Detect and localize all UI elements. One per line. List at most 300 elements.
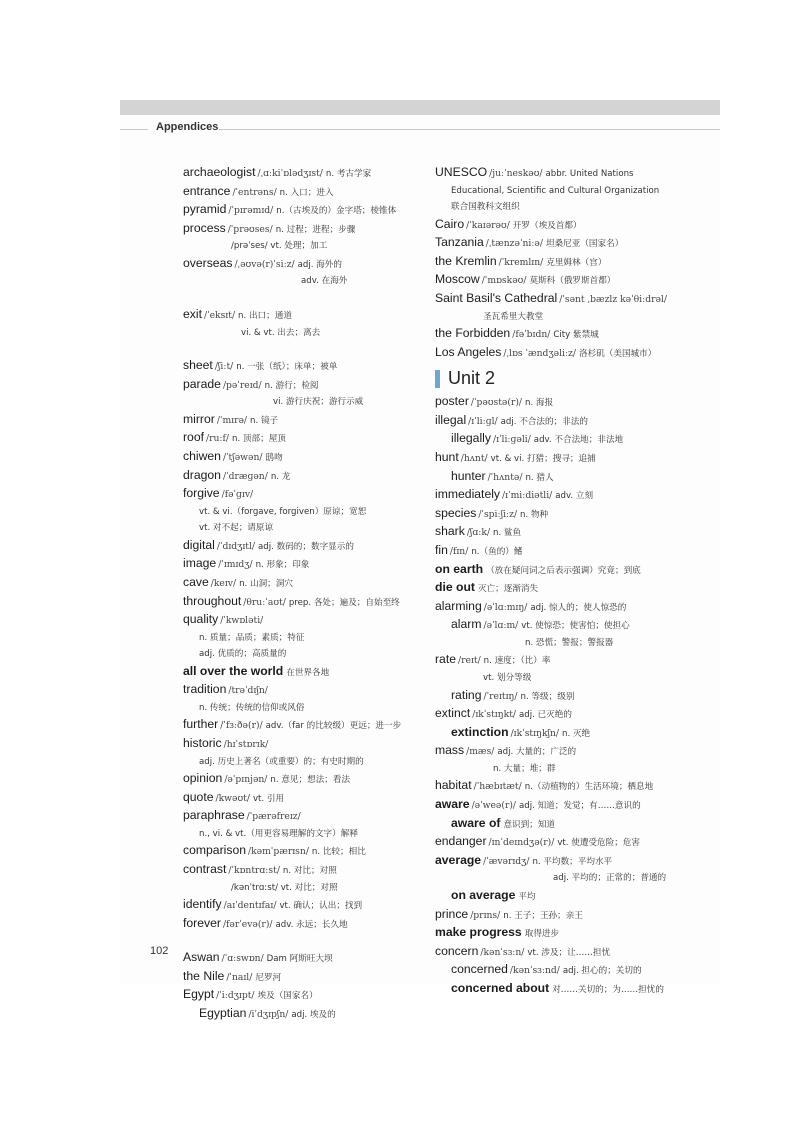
entry-definition: n. 游行；检阅 [264, 380, 319, 391]
entry-definition: adj. 大量的；广泛的 [497, 747, 577, 758]
glossary-entry [183, 448, 433, 467]
entry-word: chiwen [183, 448, 221, 463]
glossary-entry [435, 253, 705, 272]
entry-definition: n. 意见；想法；看法 [270, 775, 351, 786]
entry-definition: n. 龙 [270, 471, 291, 482]
entry-phonetic: /ˈsənt ˌbæzlz kəˈθiːdrəl/ [559, 293, 667, 305]
entry-definition: abbr. United Nations [545, 169, 634, 179]
entry-word: contrast [183, 861, 227, 876]
entry-phonetic: /ˈhæbɪtæt/ [473, 781, 522, 793]
entry-phonetic: /ˈkwɒləti/ [220, 615, 264, 627]
glossary-entry [183, 467, 433, 486]
glossary-entry [183, 986, 433, 1005]
entry-phonetic: /ɪˈliːɡəli/ [492, 434, 531, 446]
glossary-entry [435, 906, 705, 925]
entry-word: Moscow [435, 272, 480, 287]
glossary-entry [435, 234, 705, 253]
entry-phonetic: /əˈlɑːm/ [483, 620, 519, 632]
entry-phonetic: /ˌɑːkiˈɒlədʒɪst/ [257, 168, 323, 179]
entry-word: on earth [435, 561, 484, 576]
entry-word: illegally [451, 431, 491, 446]
entry-continuation: adj. 平均的；正常的；普通的 [553, 873, 667, 884]
glossary-entry [183, 429, 433, 448]
entry-continuation: n. 大量；堆；群 [493, 763, 556, 774]
glossary-entry [435, 887, 705, 906]
entry-definition: adj. 不合法的；非法的 [500, 416, 588, 427]
glossary-entry [435, 598, 705, 617]
entry-word: species [435, 505, 477, 520]
entry-definition: n. 镜子 [250, 415, 279, 426]
entry-word: mirror [183, 411, 215, 426]
entry-definition: n. 考古学家 [325, 169, 372, 179]
entry-phonetic: /ˈentrəns/ [232, 186, 277, 198]
glossary-entry [183, 770, 433, 789]
entry-word: identify [183, 897, 222, 912]
entry-word: roof [183, 430, 205, 445]
glossary-entry [435, 430, 705, 449]
glossary-entry [183, 357, 433, 376]
entry-continuation: n. 质量；品质；素质；特征 [199, 632, 305, 643]
glossary-entry [435, 164, 705, 183]
entry-phonetic: /ˌlɒs ˈændʒəliːz/ [503, 347, 576, 359]
entry-phonetic: /ɪnˈdeɪndʒə(r)/ [488, 837, 555, 849]
glossary-entry [435, 542, 705, 561]
entry-word: cave [183, 574, 209, 589]
entry-definition: adv. 立刻 [555, 491, 594, 502]
glossary-entry [435, 216, 705, 235]
entry-definition: 平均 [518, 891, 536, 902]
glossary-entry [183, 716, 433, 735]
entry-word: illegal [435, 412, 467, 427]
glossary-entry [435, 651, 705, 670]
glossary-entry [435, 505, 705, 524]
entry-word: alarming [435, 598, 482, 613]
entry-word: prince [435, 906, 469, 921]
entry-definition: n. 物种 [520, 509, 549, 520]
entry-word: mass [435, 743, 465, 758]
glossary-entry [183, 681, 433, 700]
entry-word: extinct [435, 706, 471, 721]
glossary-entry [435, 412, 705, 431]
entry-phonetic: /ˈdræɡən/ [222, 470, 268, 482]
page-top-band [120, 100, 720, 115]
entry-word: process [183, 220, 226, 235]
entry-spacer [183, 933, 433, 949]
glossary-entry [183, 1005, 433, 1024]
glossary-entry [435, 523, 705, 542]
entry-continuation: 圣瓦希里大教堂 [483, 311, 544, 322]
entry-definition: （放在疑问词之后表示强调）究竟；到底 [486, 565, 641, 576]
entry-word: the Kremlin [435, 253, 497, 268]
entry-continuation: 联合国教科文组织 [451, 202, 520, 213]
glossary-entry [183, 306, 433, 325]
entry-phonetic: /əˈlɑːmɪŋ/ [483, 601, 528, 613]
entry-word: extinction [451, 724, 509, 739]
entry-phonetic: /pəˈreɪd/ [222, 379, 262, 391]
glossary-entry [435, 486, 705, 505]
glossary-entry [183, 915, 433, 934]
section-header: Appendices [156, 121, 219, 133]
entry-phonetic: /ɪkˈstɪŋkt/ [472, 709, 516, 721]
entry-phonetic: /hʌnt/ [460, 453, 488, 465]
entry-phonetic: /kənˈsɜːnd/ [509, 965, 560, 977]
entry-phonetic: /ˈpəʊstə(r)/ [470, 397, 523, 409]
entry-definition: n.（古埃及的）金字塔；棱锥体 [276, 206, 397, 217]
entry-definition: n. 出口；通道 [238, 310, 292, 321]
glossary-entry [183, 183, 433, 202]
glossary-entry [183, 896, 433, 915]
entry-phonetic: /ɪkˈstɪŋkʃn/ [510, 727, 560, 739]
entry-definition: adj. 埃及的 [291, 1010, 336, 1020]
entry-phonetic: /ˈspiːʃiːz/ [478, 508, 518, 520]
entry-phonetic: /ˈnaɪl/ [226, 971, 253, 983]
entry-word: sheet [183, 358, 213, 373]
entry-definition: n. 形象；印象 [255, 560, 310, 571]
glossary-entry [183, 537, 433, 556]
entry-phonetic: /ˈeksɪt/ [203, 309, 236, 321]
entry-phonetic: /ˈmɒskəʊ/ [481, 275, 527, 287]
entry-definition: n. 过程；进程；步骤 [275, 224, 356, 235]
header-rule-right [219, 129, 720, 130]
entry-phonetic: /ˈævərɪdʒ/ [483, 855, 530, 867]
entry-word: dragon [183, 467, 221, 482]
entry-definition: n. 入口；进入 [279, 187, 334, 198]
glossary-entry [435, 561, 705, 580]
entry-definition: 坦桑尼亚（国家名） [545, 239, 624, 250]
glossary-entry [435, 468, 705, 487]
entry-phonetic: /ˈpɪrəmɪd/ [228, 205, 274, 217]
entry-continuation: Educational, Scientific and Cultural Organization [451, 185, 660, 196]
entry-word: opinion [183, 771, 223, 786]
entry-definition: n. 猎人 [525, 472, 554, 483]
entry-continuation: vi. 游行庆祝；游行示威 [273, 397, 364, 408]
entry-phonetic: /ˈhʌntə/ [487, 471, 523, 483]
entry-phonetic: /kəmˈpærɪsn/ [248, 846, 309, 858]
entry-word: make progress [435, 925, 522, 940]
entry-word: quality [183, 612, 219, 627]
entry-phonetic: /prɪns/ [470, 909, 501, 921]
entry-word: pyramid [183, 202, 227, 217]
entry-word: forgive [183, 486, 220, 501]
entry-word: shark [435, 524, 465, 539]
entry-definition: n. 平均数；平均水平 [532, 856, 613, 867]
entry-continuation: vt. 划分等级 [483, 673, 532, 684]
entry-phonetic: /aɪˈdentɪfaɪ/ [223, 900, 277, 912]
glossary-entry [183, 485, 433, 504]
page-number: 102 [150, 945, 169, 957]
entry-word: UNESCO [435, 165, 488, 179]
entry-continuation: vi. & vt. 出去；离去 [241, 327, 321, 338]
entry-definition: vt. & vi. 打猎；搜寻；追捕 [490, 454, 596, 465]
entry-definition: vt. 使遭受危险；危害 [557, 838, 640, 849]
entry-continuation: adj. 历史上著名（或重要）的；有史时期的 [199, 756, 364, 767]
entry-definition: adj. 担心的；关切的 [562, 966, 642, 977]
glossary-entry [183, 220, 433, 239]
glossary-entry [435, 924, 705, 943]
entry-phonetic: /kənˈsɜːn/ [480, 946, 525, 958]
glossary-entry [435, 449, 705, 468]
entry-phonetic: /əˈpɪnjən/ [224, 774, 268, 786]
entry-phonetic: /ˌtænzəˈniːə/ [485, 238, 543, 250]
entry-definition: adj. 数码的；数字显示的 [258, 541, 354, 552]
entry-word: Egyptian [199, 1006, 247, 1020]
entry-phonetic: /ˈreɪtɪŋ/ [483, 690, 518, 702]
entry-phonetic: /kwəʊt/ [215, 792, 250, 804]
entry-phonetic: /ɪˈmiːdiətli/ [502, 490, 553, 502]
entry-definition: n. 顶部；屋顶 [232, 434, 286, 445]
entry-definition: vt. 涉及；让……担忧 [527, 947, 611, 958]
entry-definition: adj. 已灭绝的 [518, 710, 572, 721]
entry-word: comparison [183, 843, 246, 858]
entry-phonetic: /fəˈbɪdn/ [512, 329, 551, 341]
entry-phonetic: /fərˈevə(r)/ [222, 918, 273, 930]
entry-definition: adj. 惊人的；使人惊恐的 [530, 602, 627, 613]
glossary-entry [183, 735, 433, 754]
entry-word: fin [435, 543, 448, 557]
entry-word: archaeologist [183, 165, 256, 179]
glossary-entry [183, 789, 433, 808]
entry-phonetic: /reɪt/ [458, 655, 481, 667]
entry-word: historic [183, 735, 222, 750]
entry-phonetic: /ˈkaɪərəʊ/ [466, 219, 510, 231]
entry-phonetic: /ˈtʃəwən/ [222, 451, 263, 463]
entry-word: rate [435, 652, 457, 667]
entry-word: rating [451, 687, 482, 702]
glossary-entry [183, 842, 433, 861]
glossary-entry [435, 724, 705, 743]
entry-phonetic: /ˈmɪrə/ [216, 414, 248, 426]
unit-heading [435, 368, 705, 389]
entry-continuation: n., vi. & vt.（用更容易理解的文字）解释 [199, 828, 358, 839]
entry-word: paraphrase [183, 808, 245, 823]
entry-phonetic: /hɪˈstɒrɪk/ [223, 738, 269, 750]
entry-definition: vt. 使惊恐；使害怕；使担心 [521, 621, 630, 632]
header-rule-left [120, 129, 148, 130]
entry-phonetic: /mæs/ [466, 746, 495, 758]
entry-definition: n. 鲨鱼 [493, 528, 522, 539]
entry-phonetic: /ˌəʊvə(r)ˈsiːz/ [234, 258, 295, 270]
glossary-entry [435, 796, 705, 815]
entry-word: concerned [451, 962, 508, 977]
entry-definition: adv.（far 的比较级）更远；进一步 [265, 721, 402, 732]
entry-word: aware [435, 797, 470, 812]
entry-phonetic: /iˈdʒɪpʃn/ [248, 1009, 289, 1020]
entry-definition: adv. 永远；长久地 [275, 919, 348, 930]
entry-phonetic: /fəˈɡɪv/ [221, 489, 254, 501]
entry-definition: 开罗（埃及首都） [512, 220, 582, 231]
entry-word: the Nile [183, 968, 225, 983]
glossary-entry [435, 393, 705, 412]
entry-definition: vt. 确认；认出；找到 [279, 901, 363, 912]
entry-definition: 克里姆林（宫） [546, 257, 607, 268]
glossary-entry [435, 777, 705, 796]
glossary-entry [435, 290, 705, 309]
entry-word: throughout [183, 593, 242, 608]
entry-continuation: vt. 对不起；请原谅 [199, 523, 274, 534]
entry-definition: adj. 海外的 [297, 259, 342, 270]
entry-continuation: vt. & vi.（forgave, forgiven）原谅；宽恕 [199, 506, 367, 517]
entry-word: poster [435, 394, 469, 409]
entry-definition: 灭亡；逐渐消失 [477, 584, 539, 595]
unit-heading-marker [435, 370, 440, 388]
glossary-entry [183, 593, 433, 612]
entry-phonetic: /trəˈdɪʃn/ [228, 685, 268, 697]
entry-phonetic: /ˈiːdʒɪpt/ [216, 990, 255, 1002]
entry-continuation: /prəˈses/ vt. 处理；加工 [231, 241, 328, 252]
entry-definition: 意识到；知道 [503, 819, 556, 830]
entry-word: exit [183, 306, 202, 321]
entry-spacer [183, 341, 433, 357]
entry-definition: n. 对比；对照 [282, 865, 337, 876]
glossary-entry [435, 961, 705, 980]
entry-phonetic: /ɪˈliːɡl/ [468, 415, 498, 427]
entry-phonetic: /ˈprəʊses/ [227, 223, 273, 235]
entry-word: further [183, 717, 219, 732]
entry-definition: n.（鱼的）鳍 [471, 547, 523, 557]
glossary-entry [435, 325, 705, 344]
entry-word: Los Angeles [435, 344, 502, 359]
entry-word: average [435, 852, 482, 867]
entry-word: Egypt [183, 987, 215, 1002]
entry-word: die out [435, 580, 475, 595]
entry-definition: 对……关切的；为……担忧的 [552, 984, 664, 995]
entry-word: concerned about [451, 980, 550, 995]
entry-continuation: adj. 优质的；高质量的 [199, 649, 287, 660]
entry-continuation: n. 传统；传统的信仰或风俗 [199, 702, 305, 713]
entry-definition: 洛杉矶（美国城市） [578, 348, 657, 359]
glossary-entry [435, 271, 705, 290]
entry-definition: n. 比较；相比 [311, 847, 366, 858]
glossary-entry [435, 833, 705, 852]
entry-definition: 埃及（国家名） [257, 991, 318, 1002]
entry-word: quote [183, 789, 214, 804]
entry-phonetic: /ruːf/ [206, 433, 230, 445]
entry-definition: n. 王子；王孙；亲王 [503, 910, 583, 921]
glossary-entry [435, 705, 705, 724]
entry-word: Cairo [435, 216, 465, 231]
glossary-entry [435, 616, 705, 635]
glossary-entry [183, 574, 433, 593]
glossary-entry [183, 201, 433, 220]
entry-word: concern [435, 943, 479, 958]
entry-definition: vt. 引用 [252, 793, 285, 804]
entry-definition: n. 速度；（比）率 [483, 656, 551, 667]
entry-word: all over the world [183, 663, 284, 678]
entry-phonetic: /ˈpærəfreɪz/ [246, 811, 301, 823]
entry-definition: n. 等级；级别 [520, 691, 575, 702]
entry-word: endanger [435, 834, 487, 849]
glossary-list-unit2 [435, 393, 705, 998]
entry-phonetic: /θruːˈaʊt/ [243, 596, 286, 608]
entry-definition: n. 一张（纸）；床单；被单 [236, 362, 338, 373]
glossary-entry [183, 807, 433, 826]
glossary-entry [183, 968, 433, 987]
unit-heading-text: Unit 2 [448, 368, 496, 389]
entry-continuation: n. 恐慌；警报；警报器 [525, 637, 614, 648]
entry-continuation: /kənˈtrɑːst/ vt. 对比；对照 [231, 882, 338, 893]
entry-word: Saint Basil's Cathedral [435, 290, 558, 305]
glossary-entry [435, 980, 705, 999]
glossary-entry [183, 949, 433, 968]
entry-word: the Forbidden [435, 326, 511, 341]
entry-definition: n. 海报 [525, 398, 554, 409]
glossary-column-right [435, 164, 705, 998]
entry-word: entrance [183, 183, 231, 198]
entry-phonetic: /fɪn/ [449, 546, 469, 557]
entry-phonetic: /ˈɑːswɒn/ [221, 953, 264, 965]
glossary-entry [435, 344, 705, 363]
entry-definition: 在世界各地 [286, 667, 330, 678]
entry-phonetic: /əˈweə(r)/ [471, 800, 517, 812]
entry-definition: n.（动植物的）生活环境；栖息地 [524, 782, 654, 793]
glossary-entry [435, 815, 705, 834]
entry-definition: prep. 各处；遍及；自始至终 [288, 597, 400, 608]
glossary-entry [183, 555, 433, 574]
entry-word: tradition [183, 682, 227, 697]
entry-word: habitat [435, 778, 472, 793]
entry-word: immediately [435, 487, 501, 502]
glossary-list-unit1-continued [435, 164, 705, 362]
entry-spacer [183, 290, 433, 306]
glossary-entry [183, 861, 433, 880]
glossary-entry [435, 742, 705, 761]
glossary-entry [183, 411, 433, 430]
entry-word: Aswan [183, 950, 220, 965]
entry-phonetic: /ˈɪmɪdʒ/ [218, 559, 253, 571]
entry-phonetic: /juːˈneskəʊ/ [489, 168, 543, 179]
entry-definition: Dam 阿斯旺大坝 [266, 954, 333, 965]
entry-definition: 尼罗河 [255, 972, 282, 983]
glossary-entry [183, 376, 433, 395]
glossary-entry [183, 663, 433, 682]
entry-word: overseas [183, 255, 233, 270]
entry-phonetic: /ʃiːt/ [214, 361, 234, 373]
entry-phonetic: /ˈdɪdʒɪtl/ [216, 540, 256, 552]
entry-word: Tanzania [435, 235, 484, 250]
entry-definition: City 紫禁城 [553, 330, 599, 341]
entry-word: hunt [435, 450, 459, 465]
glossary-entry [183, 255, 433, 274]
entry-word: on average [451, 887, 516, 902]
glossary-entry [435, 852, 705, 871]
entry-word: aware of [451, 815, 501, 830]
glossary-column-left [183, 164, 433, 1024]
entry-definition: 取得进步 [524, 929, 560, 940]
entry-word: forever [183, 915, 221, 930]
entry-definition: 鸱吻 [265, 452, 283, 463]
glossary-entry [435, 943, 705, 962]
entry-phonetic: /ˈkɒntrɑːst/ [228, 864, 280, 876]
entry-phonetic: /ʃɑːk/ [466, 527, 491, 539]
glossary-entry [435, 579, 705, 598]
glossary-entry [183, 164, 433, 183]
entry-word: parade [183, 376, 221, 391]
entry-word: digital [183, 537, 215, 552]
glossary-entry [183, 611, 433, 630]
glossary-entry [435, 687, 705, 706]
entry-phonetic: /keɪv/ [210, 577, 237, 589]
entry-definition: n. 灭绝 [562, 728, 591, 739]
entry-phonetic: /ˈkremlɪn/ [498, 256, 544, 268]
entry-definition: 莫斯科（俄罗斯首都） [529, 276, 616, 287]
entry-phonetic: /ˈfɜːðə(r)/ [220, 720, 263, 732]
entry-word: alarm [451, 617, 482, 632]
entry-definition: n. 山洞；洞穴 [239, 578, 293, 589]
entry-word: image [183, 556, 217, 571]
entry-definition: adv. 不合法地；非法地 [533, 435, 624, 446]
entry-continuation: adv. 在海外 [301, 276, 348, 287]
entry-definition: adj. 知道；发觉；有……意识的 [519, 801, 641, 812]
